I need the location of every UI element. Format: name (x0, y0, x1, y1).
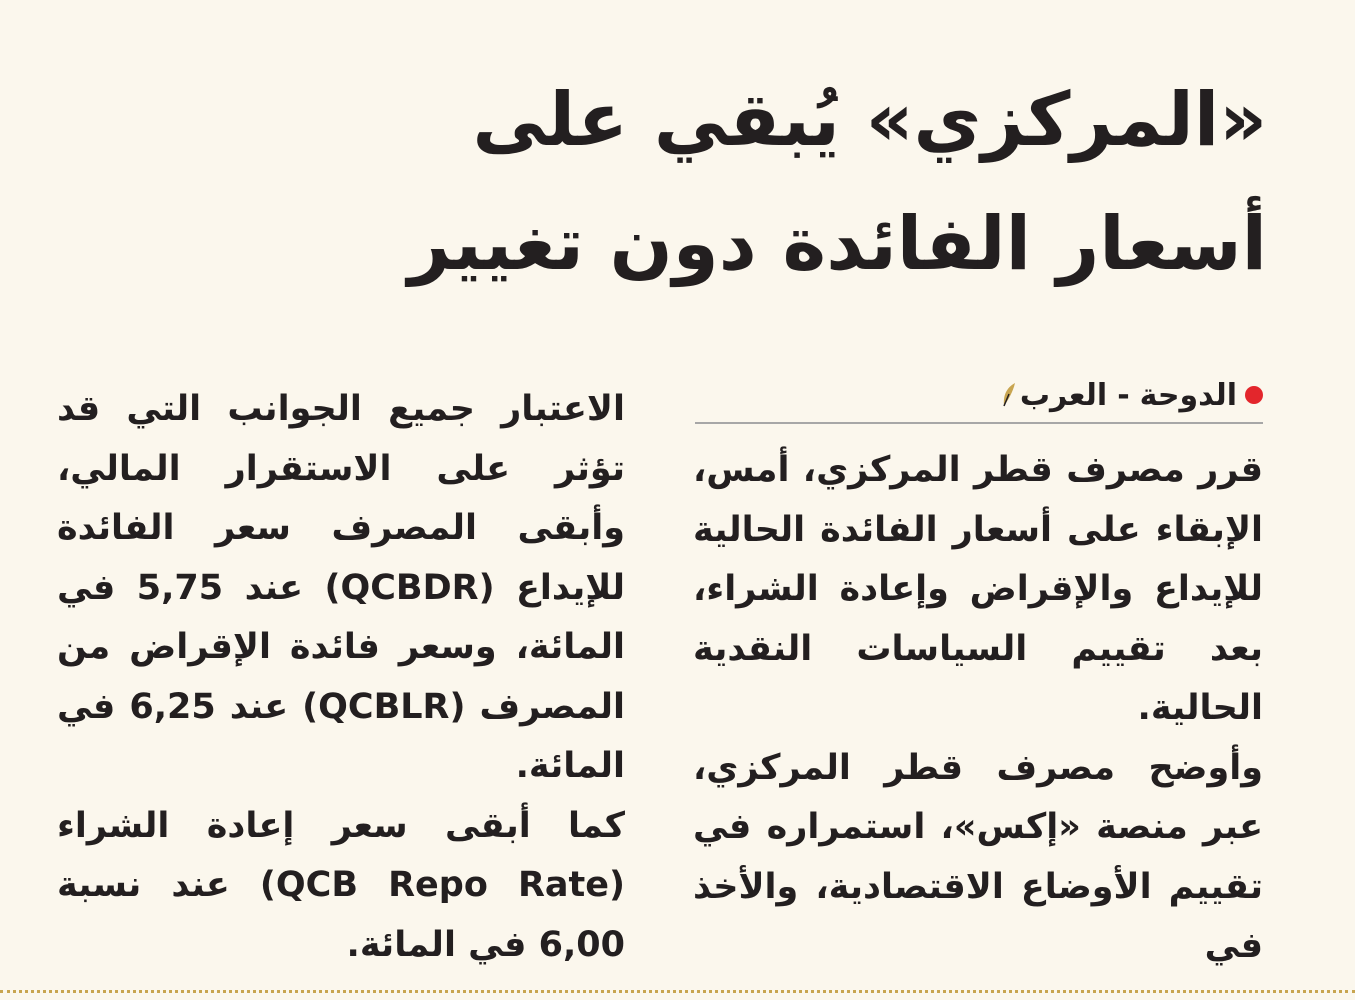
dateline-city: الدوحة (1139, 377, 1237, 413)
article-column-left (57, 380, 625, 975)
bottom-dotted-rule (0, 990, 1355, 993)
article-paragraph: كما أبقى سعر إعادة الشراء (QCB Repo Rate) عند نسبة 6,00 في المائة. (57, 805, 625, 965)
dateline (695, 368, 1263, 424)
red-dot-icon (1245, 386, 1263, 404)
article-paragraph: قرر مصرف قطر المركزي، أمس، الإبقاء على أسعار الفائدة الحالية للإيداع والإقراض وإعادة الشراء، بعد تقييم السياسات النقدية الحالية. (693, 450, 1263, 728)
dateline-separator: - (1117, 377, 1130, 413)
article-paragraph: الاعتبار جميع الجوانب التي قد تؤثر على الاستقرار المالي، وأبقى المصرف سعر الفائدة للإيداع (QCBDR) عند 5,75 في المائة، وسعر فائدة الإقراض من المصرف (QCBLR) عند 6,25 في المائة. (57, 389, 626, 786)
feather-icon (1000, 382, 1018, 408)
article-paragraph: وأوضح مصرف قطر المركزي، عبر منصة «إكس»، استمراره في تقييم الأوضاع الاقتصادية، والأخذ في (693, 747, 1263, 966)
article-column-right (693, 441, 1263, 977)
brand-logo (1000, 378, 1107, 413)
article-headline: «المركزي» يُبقي على أسعار الفائدة دون تغيير (407, 77, 1267, 287)
brand-logo-text: العرب (1019, 377, 1108, 413)
